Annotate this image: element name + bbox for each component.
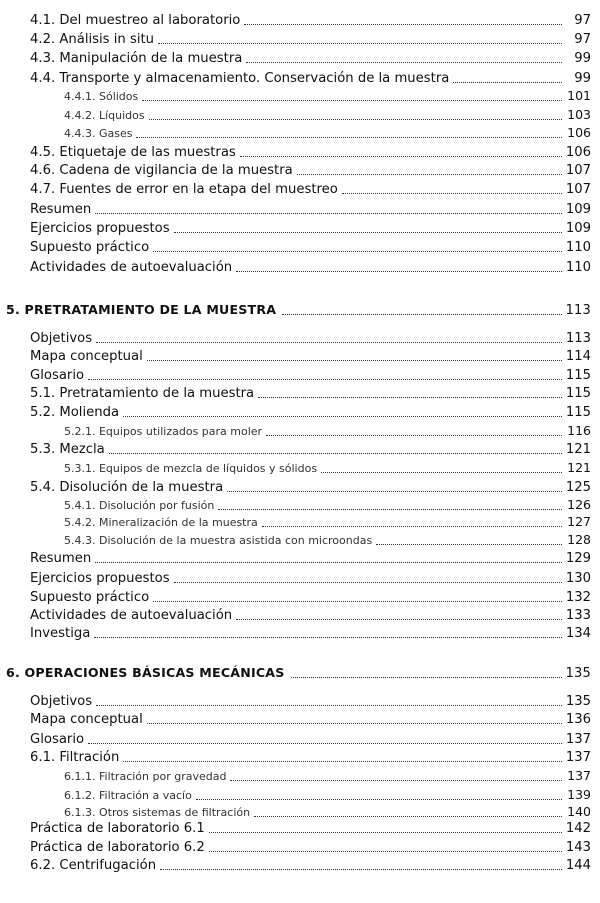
toc-entry-page: 137 bbox=[567, 768, 591, 783]
toc-entry bbox=[30, 261, 591, 274]
toc-entry-title: 4.4.3. Gases bbox=[64, 127, 133, 140]
toc-entry-title: 4.4. Transporte y almacenamiento. Conservación de la muestra bbox=[30, 71, 450, 86]
toc-entry-title: 6.1. Filtración bbox=[30, 750, 120, 765]
toc-entry-page: 143 bbox=[565, 840, 591, 855]
toc-entry bbox=[30, 241, 591, 254]
toc-entry-page: 136 bbox=[565, 712, 591, 727]
toc-entry-page: 139 bbox=[567, 787, 591, 802]
dot-leader bbox=[376, 544, 562, 545]
toc-entry-title: Supuesto práctico bbox=[30, 590, 150, 605]
toc-entry-title: Mapa conceptual bbox=[30, 712, 143, 727]
toc-entry-title: 6.2. Centrifugación bbox=[30, 858, 157, 873]
toc-entry-page: 121 bbox=[567, 460, 591, 475]
dot-leader bbox=[153, 601, 562, 602]
toc-entry-page: 113 bbox=[565, 303, 591, 318]
toc-entry-title: Objetivos bbox=[30, 694, 93, 709]
toc-entry-title: 6.1.3. Otros sistemas de filtración bbox=[64, 806, 251, 819]
toc-entry-page: 109 bbox=[565, 221, 591, 236]
toc-entry bbox=[30, 859, 591, 872]
toc-entry bbox=[30, 52, 591, 65]
dot-leader bbox=[230, 780, 562, 781]
dot-leader bbox=[262, 526, 562, 527]
toc-entry-title: 4.3. Manipulación de la muestra bbox=[30, 51, 243, 66]
toc-entry bbox=[30, 822, 591, 835]
toc-entry-page: 132 bbox=[565, 590, 591, 605]
toc-entry-page: 110 bbox=[565, 240, 591, 255]
dot-leader bbox=[174, 232, 562, 233]
toc-entry-page: 106 bbox=[567, 125, 591, 140]
dot-leader bbox=[94, 637, 562, 638]
toc-entry-page: 126 bbox=[567, 497, 591, 512]
toc-entry-title: Práctica de laboratorio 6.1 bbox=[30, 821, 205, 836]
dot-leader bbox=[282, 314, 562, 315]
toc-subentry bbox=[64, 499, 591, 512]
dot-leader bbox=[123, 761, 562, 762]
toc-entry-page: 115 bbox=[565, 405, 591, 420]
toc-entry-page: 110 bbox=[565, 260, 591, 275]
dot-leader bbox=[136, 137, 562, 138]
toc-entry-title: Actividades de autoevaluación bbox=[30, 260, 233, 275]
dot-leader bbox=[88, 379, 562, 380]
toc-entry-title: 4.4.2. Líquidos bbox=[64, 109, 145, 122]
dot-leader bbox=[240, 156, 562, 157]
toc-subentry bbox=[64, 789, 591, 802]
dot-leader bbox=[147, 360, 562, 361]
toc-entry-page: 137 bbox=[565, 750, 591, 765]
toc-entry-title: Mapa conceptual bbox=[30, 349, 143, 364]
dot-leader bbox=[95, 213, 562, 214]
toc-entry-page: 116 bbox=[567, 423, 591, 438]
toc-subentry bbox=[64, 534, 591, 547]
toc-entry-title: 5.3.1. Equipos de mezcla de líquidos y sólidos bbox=[64, 462, 318, 475]
toc-entry-title: Resumen bbox=[30, 202, 92, 217]
toc-entry-page: 142 bbox=[565, 821, 591, 836]
dot-leader bbox=[209, 851, 562, 852]
toc-entry-title: 6. OPERACIONES BÁSICAS MECÁNICAS bbox=[6, 665, 285, 680]
dot-leader bbox=[158, 43, 562, 44]
toc-entry-title: Investiga bbox=[30, 626, 91, 641]
toc-entry-title: 5.1. Pretratamiento de la muestra bbox=[30, 386, 255, 401]
toc-subentry bbox=[64, 127, 591, 140]
toc-entry bbox=[30, 591, 591, 604]
dot-leader bbox=[236, 619, 562, 620]
toc-entry-title: 4.5. Etiquetaje de las muestras bbox=[30, 145, 236, 160]
toc-entry bbox=[30, 72, 591, 85]
toc-entry-title: 4.6. Cadena de vigilancia de la muestra bbox=[30, 163, 293, 178]
toc-entry bbox=[30, 751, 591, 764]
toc-entry bbox=[30, 841, 591, 854]
toc-entry-page: 101 bbox=[567, 88, 591, 103]
toc-entry-page: 140 bbox=[567, 804, 591, 819]
dot-leader bbox=[291, 677, 563, 678]
toc-entry bbox=[30, 369, 591, 382]
toc-subentry bbox=[64, 462, 591, 475]
toc-entry-page: 114 bbox=[565, 349, 591, 364]
toc-entry bbox=[30, 627, 591, 640]
toc-subentry bbox=[64, 425, 591, 438]
toc-entry-title: Ejercicios propuestos bbox=[30, 571, 170, 586]
toc-entry-title: 5. PRETRATAMIENTO DE LA MUESTRA bbox=[6, 302, 277, 317]
toc-entry-title: 4.7. Fuentes de error en la etapa del muestreo bbox=[30, 182, 338, 197]
dot-leader bbox=[227, 491, 562, 492]
toc-entry-title: 5.4.2. Mineralización de la muestra bbox=[64, 516, 258, 529]
toc-entry-page: 103 bbox=[567, 107, 591, 122]
toc-entry bbox=[30, 387, 591, 400]
toc-entry-page: 107 bbox=[565, 163, 591, 178]
toc-subentry bbox=[64, 806, 591, 819]
toc-subentry bbox=[64, 90, 591, 103]
toc-entry bbox=[30, 183, 591, 196]
toc-entry bbox=[30, 14, 591, 27]
dot-leader bbox=[244, 24, 562, 25]
toc-entry bbox=[30, 609, 591, 622]
toc-entry-page: 115 bbox=[565, 386, 591, 401]
dot-leader bbox=[96, 705, 562, 706]
toc-entry-title: 5.3. Mezcla bbox=[30, 442, 105, 457]
toc-entry bbox=[30, 443, 591, 456]
dot-leader bbox=[321, 472, 562, 473]
dot-leader bbox=[196, 799, 562, 800]
dot-leader bbox=[236, 271, 562, 272]
toc-entry-title: Supuesto práctico bbox=[30, 240, 150, 255]
dot-leader bbox=[453, 82, 562, 83]
toc-entry-title: Actividades de autoevaluación bbox=[30, 608, 233, 623]
toc-entry-page: 106 bbox=[565, 145, 591, 160]
toc-chapter-heading bbox=[6, 667, 591, 680]
toc-entry-page: 113 bbox=[565, 331, 591, 346]
toc-entry-page: 130 bbox=[565, 571, 591, 586]
toc-entry-page: 99 bbox=[574, 51, 591, 66]
toc-entry-title: Glosario bbox=[30, 368, 85, 383]
dot-leader bbox=[96, 342, 562, 343]
dot-leader bbox=[109, 453, 562, 454]
toc-entry-title: Glosario bbox=[30, 732, 85, 747]
toc-entry bbox=[30, 146, 591, 159]
toc-entry-title: 6.1.1. Filtración por gravedad bbox=[64, 770, 227, 783]
dot-leader bbox=[174, 582, 562, 583]
dot-leader bbox=[160, 869, 562, 870]
toc-entry-page: 127 bbox=[567, 514, 591, 529]
toc-entry-title: Práctica de laboratorio 6.2 bbox=[30, 840, 205, 855]
dot-leader bbox=[258, 397, 562, 398]
dot-leader bbox=[246, 62, 562, 63]
dot-leader bbox=[149, 119, 562, 120]
toc-entry bbox=[30, 222, 591, 235]
dot-leader bbox=[88, 743, 562, 744]
dot-leader bbox=[123, 416, 562, 417]
dot-leader bbox=[153, 251, 562, 252]
toc-entry-title: 6.1.2. Filtración a vacío bbox=[64, 789, 192, 802]
toc-entry-title: 4.4.1. Sólidos bbox=[64, 90, 139, 103]
dot-leader bbox=[254, 816, 562, 817]
toc-entry bbox=[30, 572, 591, 585]
toc-entry-page: 135 bbox=[565, 666, 591, 681]
toc-entry-page: 137 bbox=[565, 732, 591, 747]
dot-leader bbox=[218, 509, 562, 510]
toc-entry bbox=[30, 552, 591, 565]
toc-entry-title: 4.2. Análisis in situ bbox=[30, 32, 155, 47]
toc-entry-page: 99 bbox=[574, 71, 591, 86]
dot-leader bbox=[142, 100, 562, 101]
dot-leader bbox=[342, 193, 562, 194]
toc-entry-title: 5.2. Molienda bbox=[30, 405, 120, 420]
toc-entry-title: 4.1. Del muestreo al laboratorio bbox=[30, 13, 241, 28]
toc-entry-title: 5.2.1. Equipos utilizados para moler bbox=[64, 425, 263, 438]
toc-entry bbox=[30, 406, 591, 419]
toc-entry bbox=[30, 350, 591, 363]
toc-entry-page: 121 bbox=[565, 442, 591, 457]
toc-entry-title: 5.4.3. Disolución de la muestra asistida con microondas bbox=[64, 534, 373, 547]
toc-subentry bbox=[64, 770, 591, 783]
toc-entry-page: 97 bbox=[574, 13, 591, 28]
toc-entry bbox=[30, 481, 591, 494]
toc-subentry bbox=[64, 109, 591, 122]
toc-entry-page: 115 bbox=[565, 368, 591, 383]
toc-entry-title: Objetivos bbox=[30, 331, 93, 346]
toc-entry-page: 125 bbox=[565, 480, 591, 495]
toc-entry-title: 5.4.1. Disolución por fusión bbox=[64, 499, 215, 512]
dot-leader bbox=[266, 435, 562, 436]
toc-entry-page: 134 bbox=[565, 626, 591, 641]
toc-entry bbox=[30, 164, 591, 177]
dot-leader bbox=[297, 174, 562, 175]
toc-entry bbox=[30, 203, 591, 216]
dot-leader bbox=[147, 723, 562, 724]
toc-chapter-heading bbox=[6, 304, 591, 317]
toc-entry-title: Ejercicios propuestos bbox=[30, 221, 170, 236]
toc-entry-title: 5.4. Disolución de la muestra bbox=[30, 480, 224, 495]
toc-entry-page: 109 bbox=[565, 202, 591, 217]
toc-entry-page: 144 bbox=[565, 858, 591, 873]
toc-entry-page: 135 bbox=[565, 694, 591, 709]
toc-entry-title: Resumen bbox=[30, 551, 92, 566]
toc-entry-page: 107 bbox=[565, 182, 591, 197]
toc-entry bbox=[30, 332, 591, 345]
toc-entry bbox=[30, 33, 591, 46]
toc-entry bbox=[30, 695, 591, 708]
toc-subentry bbox=[64, 516, 591, 529]
toc-entry bbox=[30, 713, 591, 726]
dot-leader bbox=[209, 832, 562, 833]
dot-leader bbox=[95, 562, 562, 563]
toc-entry bbox=[30, 733, 591, 746]
toc-entry-page: 129 bbox=[565, 551, 591, 566]
toc-entry-page: 97 bbox=[574, 32, 591, 47]
toc-entry-page: 133 bbox=[565, 608, 591, 623]
toc-entry-page: 128 bbox=[567, 532, 591, 547]
